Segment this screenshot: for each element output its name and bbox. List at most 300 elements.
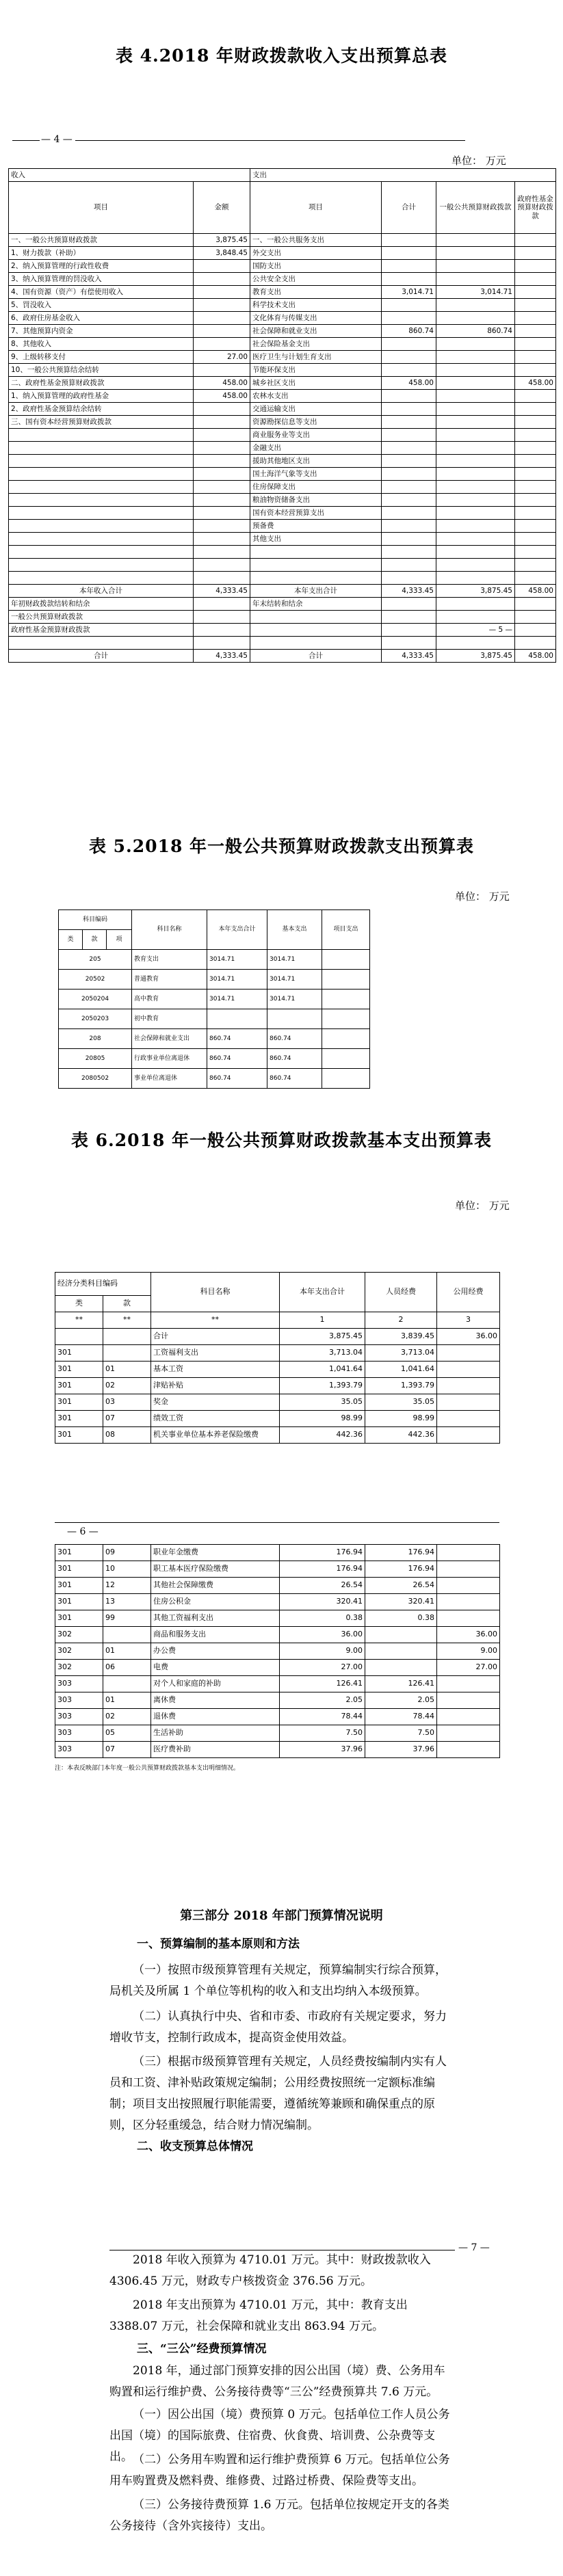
table-cell (365, 1627, 437, 1643)
table-cell (515, 559, 556, 572)
table-cell (436, 234, 515, 247)
table-row (59, 950, 370, 970)
table-cell: 99 (103, 1610, 151, 1627)
table-cell: 粮油物资储备支出 (250, 494, 382, 507)
table-cell (382, 416, 436, 429)
table-row (9, 260, 556, 273)
table-cell (382, 546, 436, 559)
table-cell (515, 260, 556, 273)
table5 (58, 909, 370, 1089)
table-row (9, 377, 556, 390)
table-row (9, 455, 556, 468)
table-cell: 303 (55, 1676, 103, 1692)
table-cell (9, 494, 194, 507)
table-row (55, 1610, 500, 1627)
table-cell (515, 273, 556, 286)
table-cell (194, 286, 250, 299)
table-cell (436, 377, 515, 390)
table-cell: 基本工资 (151, 1362, 280, 1378)
table-cell: 08 (103, 1427, 151, 1444)
table-cell (194, 403, 250, 416)
table-cell (382, 299, 436, 312)
table-cell: 4,333.45 (194, 650, 250, 663)
table-cell (250, 572, 382, 585)
table-cell: 1,041.64 (365, 1362, 437, 1378)
table-cell: 860.74 (267, 1049, 322, 1069)
table-cell: 8、其他收入 (9, 338, 194, 351)
table-cell (194, 481, 250, 494)
table-cell (194, 533, 250, 546)
t5-col-name: 科目名称 (132, 910, 207, 950)
table-cell: 35.05 (365, 1394, 437, 1411)
table-cell: 3,875.45 (436, 650, 515, 663)
table-cell: 津贴补贴 (151, 1378, 280, 1394)
table-cell (382, 533, 436, 546)
table-cell: 301 (55, 1345, 103, 1362)
table-cell: 4、国有资源（资产）有偿使用收入 (9, 286, 194, 299)
s2-para1: 2018 年收入预算为 4710.01 万元。其中：财政拨款收入 4306.45 万元，财政专户核拨资金 376.56 万元。 (109, 2253, 431, 2288)
table-cell (437, 1394, 500, 1411)
col-gen-budget: 一般公共预算财政拨款 (436, 182, 515, 234)
table-cell: 退休费 (151, 1709, 280, 1725)
table-cell (382, 442, 436, 455)
table-row (59, 1009, 370, 1029)
table-cell: 社会保障和就业支出 (250, 325, 382, 338)
table-cell (267, 1009, 322, 1029)
table-cell: 年末结转和结余 (250, 598, 382, 611)
table-cell (515, 351, 556, 364)
table-cell: 资源勘探信息等支出 (250, 416, 382, 429)
table-cell: 176.94 (280, 1545, 365, 1561)
table-cell (382, 338, 436, 351)
table-cell: 09 (103, 1545, 151, 1561)
t6-col-personnel: 人员经费 (365, 1273, 437, 1312)
table-cell: 10 (103, 1561, 151, 1578)
table-cell: 27.00 (194, 351, 250, 364)
table-cell (515, 442, 556, 455)
table-cell: 国有资本经营预算支出 (250, 507, 382, 520)
table-cell (382, 481, 436, 494)
table-cell (194, 572, 250, 585)
table-cell (515, 234, 556, 247)
table-row (9, 403, 556, 416)
table-cell (437, 1692, 500, 1709)
table-cell: 1,393.79 (365, 1378, 437, 1394)
table-row (59, 970, 370, 990)
table-cell (382, 429, 436, 442)
table-cell: 金融支出 (250, 442, 382, 455)
table-cell: 科学技术支出 (250, 299, 382, 312)
table-cell (9, 507, 194, 520)
s1-para1: （一）按照市级预算管理有关规定，预算编制实行综合预算，局机关及所属 1 个单位等机构的收入和支出均纳入本级预算。 (109, 1963, 447, 1998)
table-cell (382, 624, 436, 637)
table-row (9, 481, 556, 494)
table-cell: 3,875.45 (436, 585, 515, 598)
table-cell: 301 (55, 1561, 103, 1578)
table-row (9, 520, 556, 533)
table-cell (194, 299, 250, 312)
table-cell: — 5 — (436, 624, 515, 637)
table-cell (9, 520, 194, 533)
table-cell: 1,041.64 (280, 1362, 365, 1378)
table-row (9, 312, 556, 325)
table-cell (194, 494, 250, 507)
table-cell (103, 1676, 151, 1692)
table-cell: 98.99 (365, 1411, 437, 1427)
table-cell: 02 (103, 1378, 151, 1394)
table-cell: 302 (55, 1643, 103, 1660)
table-cell: 工资福利支出 (151, 1345, 280, 1362)
table-cell (515, 299, 556, 312)
table-cell (9, 429, 194, 442)
table-cell (194, 325, 250, 338)
table-cell: 303 (55, 1709, 103, 1725)
table-cell: 302 (55, 1627, 103, 1643)
table-cell: 合计 (9, 650, 194, 663)
table-cell: 5、罚没收入 (9, 299, 194, 312)
table-cell: 6、政府住房基金收入 (9, 312, 194, 325)
table-cell: 初中教育 (132, 1009, 207, 1029)
table-cell (194, 598, 250, 611)
table-cell: 06 (103, 1660, 151, 1676)
table-cell (322, 990, 370, 1009)
table-cell (437, 1411, 500, 1427)
table-cell: 860.74 (436, 325, 515, 338)
table-cell: 住房保障支出 (250, 481, 382, 494)
table-cell (322, 1029, 370, 1049)
table-cell: 国防支出 (250, 260, 382, 273)
table-cell: 3014.71 (207, 990, 267, 1009)
col-total: 合计 (382, 182, 436, 234)
table-row (55, 1643, 500, 1660)
table-cell (250, 624, 382, 637)
table-cell: 政府性基金预算财政拨款 (9, 624, 194, 637)
table-cell: 商业服务业等支出 (250, 429, 382, 442)
table-cell: 302 (55, 1660, 103, 1676)
page-marker-6: — 6 — (67, 1526, 99, 1537)
table-row (9, 598, 556, 611)
table-cell: 78.44 (280, 1709, 365, 1725)
s1-para2: （二）认真执行中央、省和市委、市政府有关规定要求，努力增收节支，控制行政成本，提高资金使用效益。 (109, 2010, 447, 2045)
table-cell: 商品和服务支出 (151, 1627, 280, 1643)
table-cell (9, 442, 194, 455)
table-row (59, 1069, 370, 1089)
table-cell: 2080502 (59, 1069, 132, 1089)
s1-para3: （三）根据市级预算管理有关规定，人员经费按编制内实有人员和工资、津补贴政策规定编制；公用经费按照统一定额标准编制；项目支出按照履行职能需要，遵循统筹兼顾和确保重点的原则，区分轻重缓急，结合财力情况编制。 (109, 2055, 447, 2132)
table-cell (382, 455, 436, 468)
table-cell: 9.00 (437, 1643, 500, 1660)
table-cell: 303 (55, 1742, 103, 1758)
table-cell (9, 468, 194, 481)
table-row (55, 1345, 500, 1362)
table-cell (436, 338, 515, 351)
table6-title: 表 6.2018 年一般公共预算财政拨款基本支出预算表 (70, 1130, 493, 1150)
table-cell: 4,333.45 (194, 585, 250, 598)
table-cell (382, 468, 436, 481)
table-cell: 176.94 (365, 1545, 437, 1561)
table-cell (322, 1069, 370, 1089)
table-cell (515, 390, 556, 403)
table-cell (436, 611, 515, 624)
table-cell: 320.41 (280, 1594, 365, 1610)
table-cell: 社会保险基金支出 (250, 338, 382, 351)
table-cell (9, 637, 194, 650)
table-cell (322, 1009, 370, 1029)
table-cell: 3,875.45 (280, 1329, 365, 1345)
table-cell (436, 546, 515, 559)
table-cell: 01 (103, 1362, 151, 1378)
table-cell (437, 1578, 500, 1594)
table-cell (437, 1676, 500, 1692)
table-cell: 07 (103, 1411, 151, 1427)
table-cell (515, 546, 556, 559)
table-cell (9, 481, 194, 494)
table-cell: 301 (55, 1394, 103, 1411)
table-cell (436, 299, 515, 312)
table-cell: 其他支出 (250, 533, 382, 546)
col-item2: 项目 (250, 182, 382, 234)
table-cell (9, 533, 194, 546)
table-cell: 绩效工资 (151, 1411, 280, 1427)
table-cell: 职工基本医疗保险缴费 (151, 1561, 280, 1578)
table-cell (382, 507, 436, 520)
table-cell (437, 1742, 500, 1758)
table-row (9, 650, 556, 663)
table-cell (382, 312, 436, 325)
table-cell: 4,333.45 (382, 650, 436, 663)
table-cell (194, 338, 250, 351)
table-cell (9, 572, 194, 585)
table-row (9, 351, 556, 364)
table-cell: 2、纳入预算管理的行政性收费 (9, 260, 194, 273)
table-cell (194, 507, 250, 520)
table-cell: 3,848.45 (194, 247, 250, 260)
table-cell (250, 611, 382, 624)
table-row (55, 1594, 500, 1610)
table-cell (437, 1378, 500, 1394)
page-marker-7: — 7 — (458, 2242, 490, 2253)
table-cell (382, 572, 436, 585)
table-cell (103, 1627, 151, 1643)
table-row (9, 624, 556, 637)
table-row (55, 1709, 500, 1725)
s1-title: 一、预算编制的基本原则和方法 (137, 1937, 300, 1951)
table-row (9, 299, 556, 312)
table5-unit: 单位： 万元 (455, 890, 510, 903)
table-cell (194, 455, 250, 468)
table-row (9, 325, 556, 338)
table-cell: 36.00 (437, 1329, 500, 1345)
t6-colnum: 2 (365, 1312, 437, 1329)
table-row (59, 1049, 370, 1069)
table-cell: 对个人和家庭的补助 (151, 1676, 280, 1692)
table-cell: 9、上级转移支付 (9, 351, 194, 364)
table-cell: 社会保障和就业支出 (132, 1029, 207, 1049)
table-cell: 176.94 (280, 1561, 365, 1578)
table-cell: 36.00 (280, 1627, 365, 1643)
table-cell: 1、财力拨款（补助） (9, 247, 194, 260)
s3-title: 三、“三公”经费预算情况 (137, 2342, 267, 2356)
table-cell (250, 559, 382, 572)
table-row (9, 442, 556, 455)
table-cell: 442.36 (365, 1427, 437, 1444)
table-cell (322, 950, 370, 970)
table-cell: 4,333.45 (382, 585, 436, 598)
table-cell (322, 970, 370, 990)
table-cell: 458.00 (194, 390, 250, 403)
table-cell (515, 455, 556, 468)
table-cell: 27.00 (280, 1660, 365, 1676)
table-cell: 98.99 (280, 1411, 365, 1427)
table-row (55, 1578, 500, 1594)
table-row (55, 1545, 500, 1561)
table-cell (437, 1561, 500, 1578)
table-cell (194, 611, 250, 624)
table-row (9, 247, 556, 260)
table-cell (194, 442, 250, 455)
table-cell: 860.74 (207, 1069, 267, 1089)
table-cell: 机关事业单位基本养老保险缴费 (151, 1427, 280, 1444)
table-cell: 01 (103, 1692, 151, 1709)
table-cell: 公共安全支出 (250, 273, 382, 286)
table-cell (437, 1427, 500, 1444)
t5-col-code: 科目编码 (59, 910, 132, 930)
table-cell (9, 546, 194, 559)
table-cell: 860.74 (207, 1029, 267, 1049)
table4-title: 表 4.2018 年财政拨款收入支出预算总表 (115, 46, 448, 66)
table-cell (194, 364, 250, 377)
table-cell: 126.41 (280, 1676, 365, 1692)
table-cell (382, 494, 436, 507)
table-cell (365, 1660, 437, 1676)
table-row (9, 429, 556, 442)
table4 (8, 168, 556, 663)
s2-title: 二、收支预算总体情况 (137, 2140, 253, 2153)
table-cell: 3014.71 (267, 950, 322, 970)
table-cell: 1、纳入预算管理的政府性基金 (9, 390, 194, 403)
table-cell: 普通教育 (132, 970, 207, 990)
table-cell: 458.00 (515, 585, 556, 598)
t5-col-xiang: 项 (107, 930, 132, 950)
table-cell: 20502 (59, 970, 132, 990)
table-cell (437, 1362, 500, 1378)
table-cell (436, 273, 515, 286)
table-cell (194, 429, 250, 442)
table-cell (382, 559, 436, 572)
t5-col-total: 本年支出合计 (207, 910, 267, 950)
table-cell (515, 572, 556, 585)
table-cell: 320.41 (365, 1594, 437, 1610)
table-cell: 0.38 (280, 1610, 365, 1627)
table-row (9, 468, 556, 481)
table-cell: 2.05 (280, 1692, 365, 1709)
table-cell: 0.38 (365, 1610, 437, 1627)
table-cell (515, 520, 556, 533)
t6-col-name: 科目名称 (151, 1273, 280, 1312)
table-cell: 办公费 (151, 1643, 280, 1660)
table-row (9, 637, 556, 650)
table-cell: 13 (103, 1594, 151, 1610)
table-row (9, 286, 556, 299)
table-cell (515, 494, 556, 507)
table-cell: 合计 (151, 1329, 280, 1345)
table-cell: 9.00 (280, 1643, 365, 1660)
col-item: 项目 (9, 182, 194, 234)
table-cell (515, 416, 556, 429)
t6-stars: ** (103, 1312, 151, 1329)
table-row (9, 338, 556, 351)
table-cell: 3,713.04 (365, 1345, 437, 1362)
table-cell: 其他工资福利支出 (151, 1610, 280, 1627)
col-gov-fund: 政府性基金预算财政拨款 (515, 182, 556, 234)
table-cell (436, 481, 515, 494)
table-cell (436, 416, 515, 429)
table-row (9, 390, 556, 403)
table-row (55, 1742, 500, 1758)
table-cell (437, 1610, 500, 1627)
t5-col-project: 项目支出 (322, 910, 370, 950)
table-cell: 860.74 (382, 325, 436, 338)
table-cell (437, 1709, 500, 1725)
part3-heading: 第三部分 2018 年部门预算情况说明 (180, 1909, 383, 1923)
table-cell (437, 1545, 500, 1561)
table-cell (250, 546, 382, 559)
table-cell (382, 247, 436, 260)
table-row (55, 1394, 500, 1411)
table-cell (515, 598, 556, 611)
expense-header: 支出 (250, 169, 556, 182)
table-cell: 458.00 (515, 377, 556, 390)
table-cell: 303 (55, 1692, 103, 1709)
s3-para4: （三）公务接待费预算 1.6 万元。包括单位按规定开支的各类公务接待（含外宾接待）支出。 (109, 2498, 449, 2533)
table-row (9, 507, 556, 520)
table-row (55, 1692, 500, 1709)
table-cell: 3,839.45 (365, 1329, 437, 1345)
s3-para1: 2018 年，通过部门预算安排的因公出国（境）费、公务用车购置和运行维护费、公务接待费等“三公”经费预算共 7.6 万元。 (109, 2364, 445, 2399)
table-cell: 05 (103, 1725, 151, 1742)
table-cell (194, 637, 250, 650)
table-row (9, 611, 556, 624)
table-cell: 离休费 (151, 1692, 280, 1709)
table-cell: 07 (103, 1742, 151, 1758)
table-cell: 7.50 (365, 1725, 437, 1742)
table-cell (437, 1594, 500, 1610)
table-cell: 3,875.45 (194, 234, 250, 247)
table-cell (436, 364, 515, 377)
table-row (55, 1411, 500, 1427)
table-row (55, 1329, 500, 1345)
table-cell: 301 (55, 1545, 103, 1561)
table-row (9, 546, 556, 559)
table-cell (382, 637, 436, 650)
table-cell (515, 364, 556, 377)
table-cell (515, 338, 556, 351)
table-cell (515, 637, 556, 650)
table6-part2 (55, 1544, 500, 1758)
table-cell (515, 403, 556, 416)
table-cell (515, 611, 556, 624)
table-cell: 860.74 (267, 1029, 322, 1049)
table-cell: 301 (55, 1594, 103, 1610)
table-cell: 458.00 (194, 377, 250, 390)
table-cell (382, 364, 436, 377)
table-cell: 二、政府性基金预算财政拨款 (9, 377, 194, 390)
table-cell (365, 1643, 437, 1660)
table-cell: 03 (103, 1394, 151, 1411)
table-row (55, 1362, 500, 1378)
table-cell: 78.44 (365, 1709, 437, 1725)
table5-title: 表 5.2018 年一般公共预算财政拨款支出预算表 (88, 836, 475, 856)
